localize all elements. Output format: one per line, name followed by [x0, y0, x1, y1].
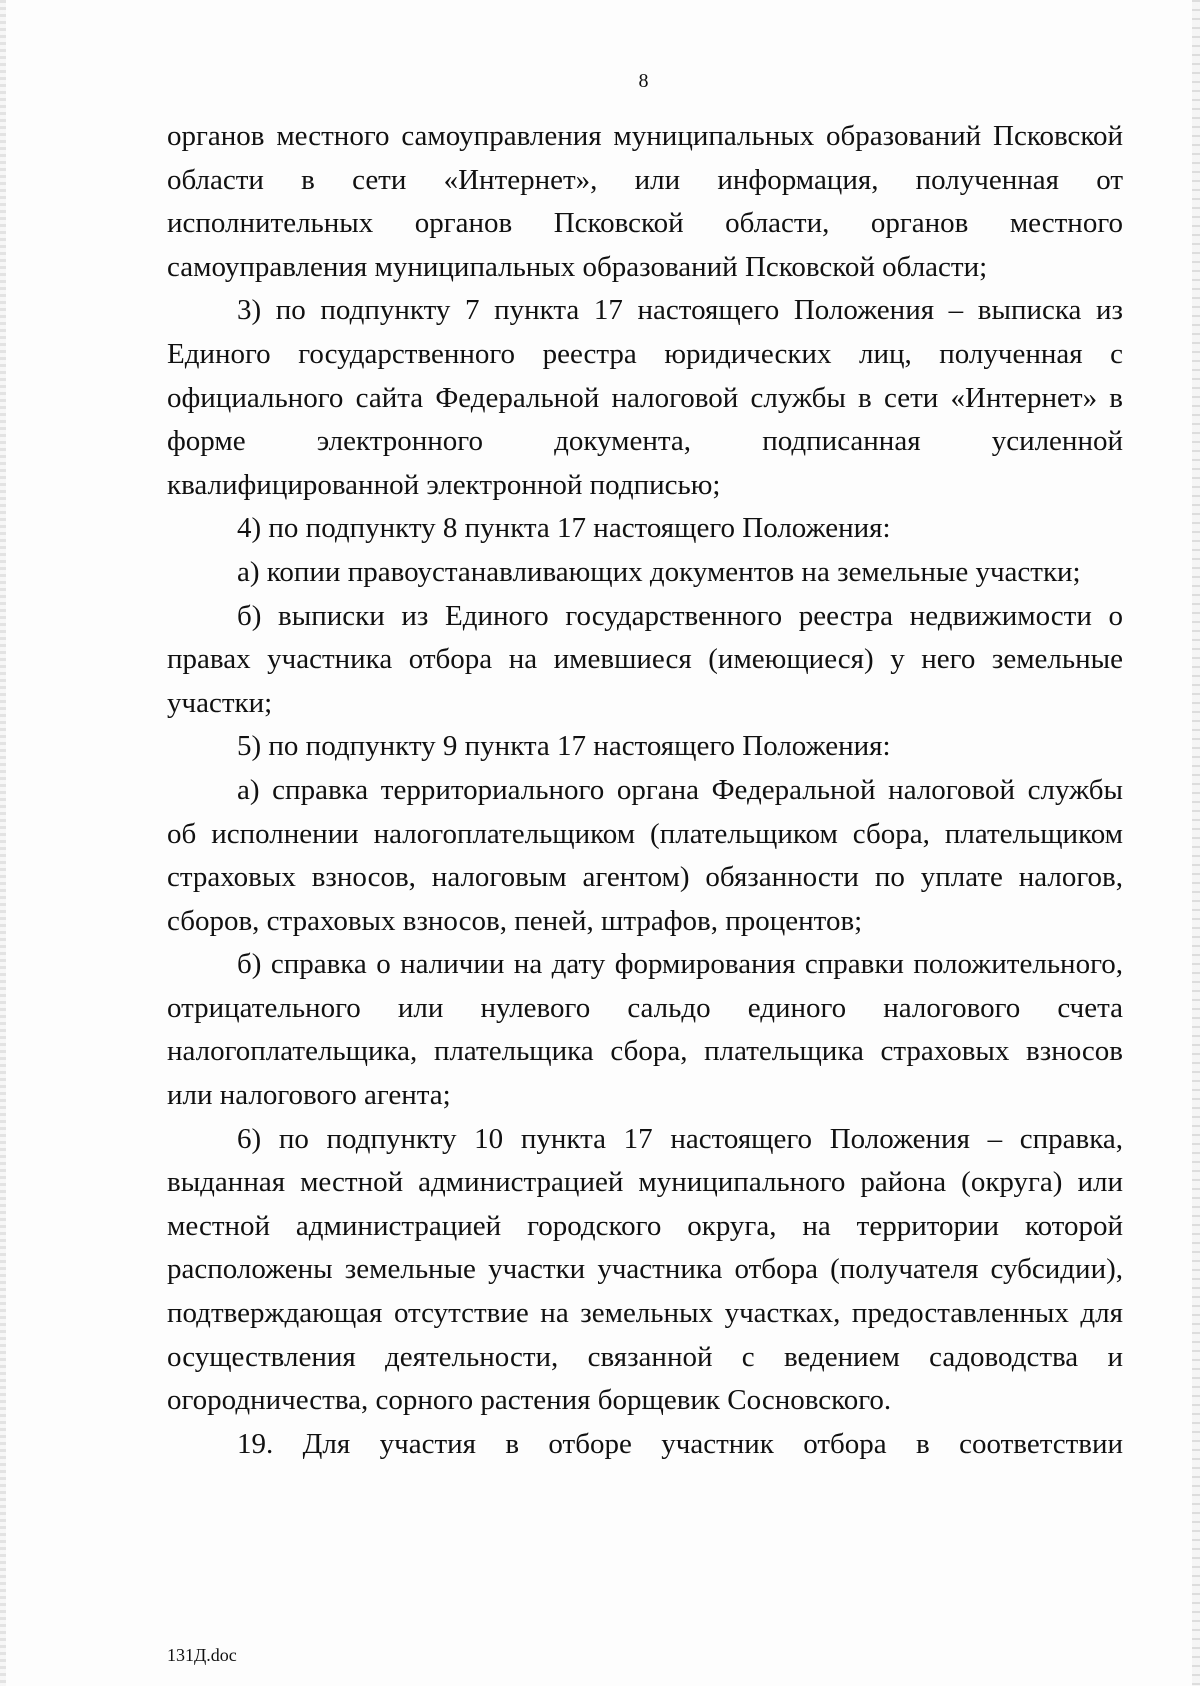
paragraph-item-4b: б) выписки из Единого государственного реестра недвижимости о правах участника отбора на имевшиеся (имеющиеся) у него земельные участки;	[167, 599, 1123, 719]
paragraph-item-4: 4) по подпункту 8 пункта 17 настоящего Положения:	[237, 512, 891, 545]
paragraph-item-6: 6) по подпункту 10 пункта 17 настоящего Положения – справка, выданная местной администрацией муниципального района (округа) или местной администрацией городского округа, на территории которой расположены земельные участки участника отбора (получателя субсидии), подтверждающая отсутствие на земельных участках, предоставленных для осуществления деятельности, связанной с ведением садоводства и огородничества, сорного растения борщевик Сосновского.	[167, 1122, 1123, 1417]
paragraph-item-5: 5) по подпункту 9 пункта 17 настоящего Положения:	[237, 730, 891, 763]
document-body	[167, 115, 1123, 1466]
paragraph-continuation: органов местного самоуправления муниципальных образований Псковской области в сети «Интернет», или информация, полученная от исполнительных органов Псковской области, органов местного самоуправления муниципальных образований Псковской области;	[167, 120, 1123, 283]
scan-edge-right	[1192, 0, 1200, 1686]
paragraph-item-5a: а) справка территориального органа Федеральной налоговой службы об исполнении налогоплательщиком (плательщиком сбора, плательщиком страховых взносов, налоговым агентом) обязанности по уплате налогов, сборов, страховых взносов, пеней, штрафов, процентов;	[167, 773, 1123, 937]
paragraph-item-19: 19. Для участия в отборе участник отбора в соответствии	[237, 1427, 1123, 1460]
paragraph-item-4a: а) копии правоустанавливающих документов на земельные участки;	[237, 555, 1081, 588]
page-number: 8	[638, 70, 649, 92]
scan-edge-left	[0, 0, 6, 1686]
paragraph-item-3: 3) по подпункту 7 пункта 17 настоящего Положения – выписка из Единого государственного реестра юридических лиц, полученная с официального сайта Федеральной налоговой службы в сети «Интернет» в форме электронного документа, подписанная усиленной квалифицированной электронной подписью;	[167, 294, 1123, 501]
paragraph-item-5b: б) справка о наличии на дату формирования справки положительного, отрицательного или нулевого сальдо единого налогового счета налогоплательщика, плательщика сбора, плательщика страховых взносов или налогового агента;	[167, 948, 1123, 1112]
footer-filename: 131Д.doc	[167, 1645, 237, 1665]
